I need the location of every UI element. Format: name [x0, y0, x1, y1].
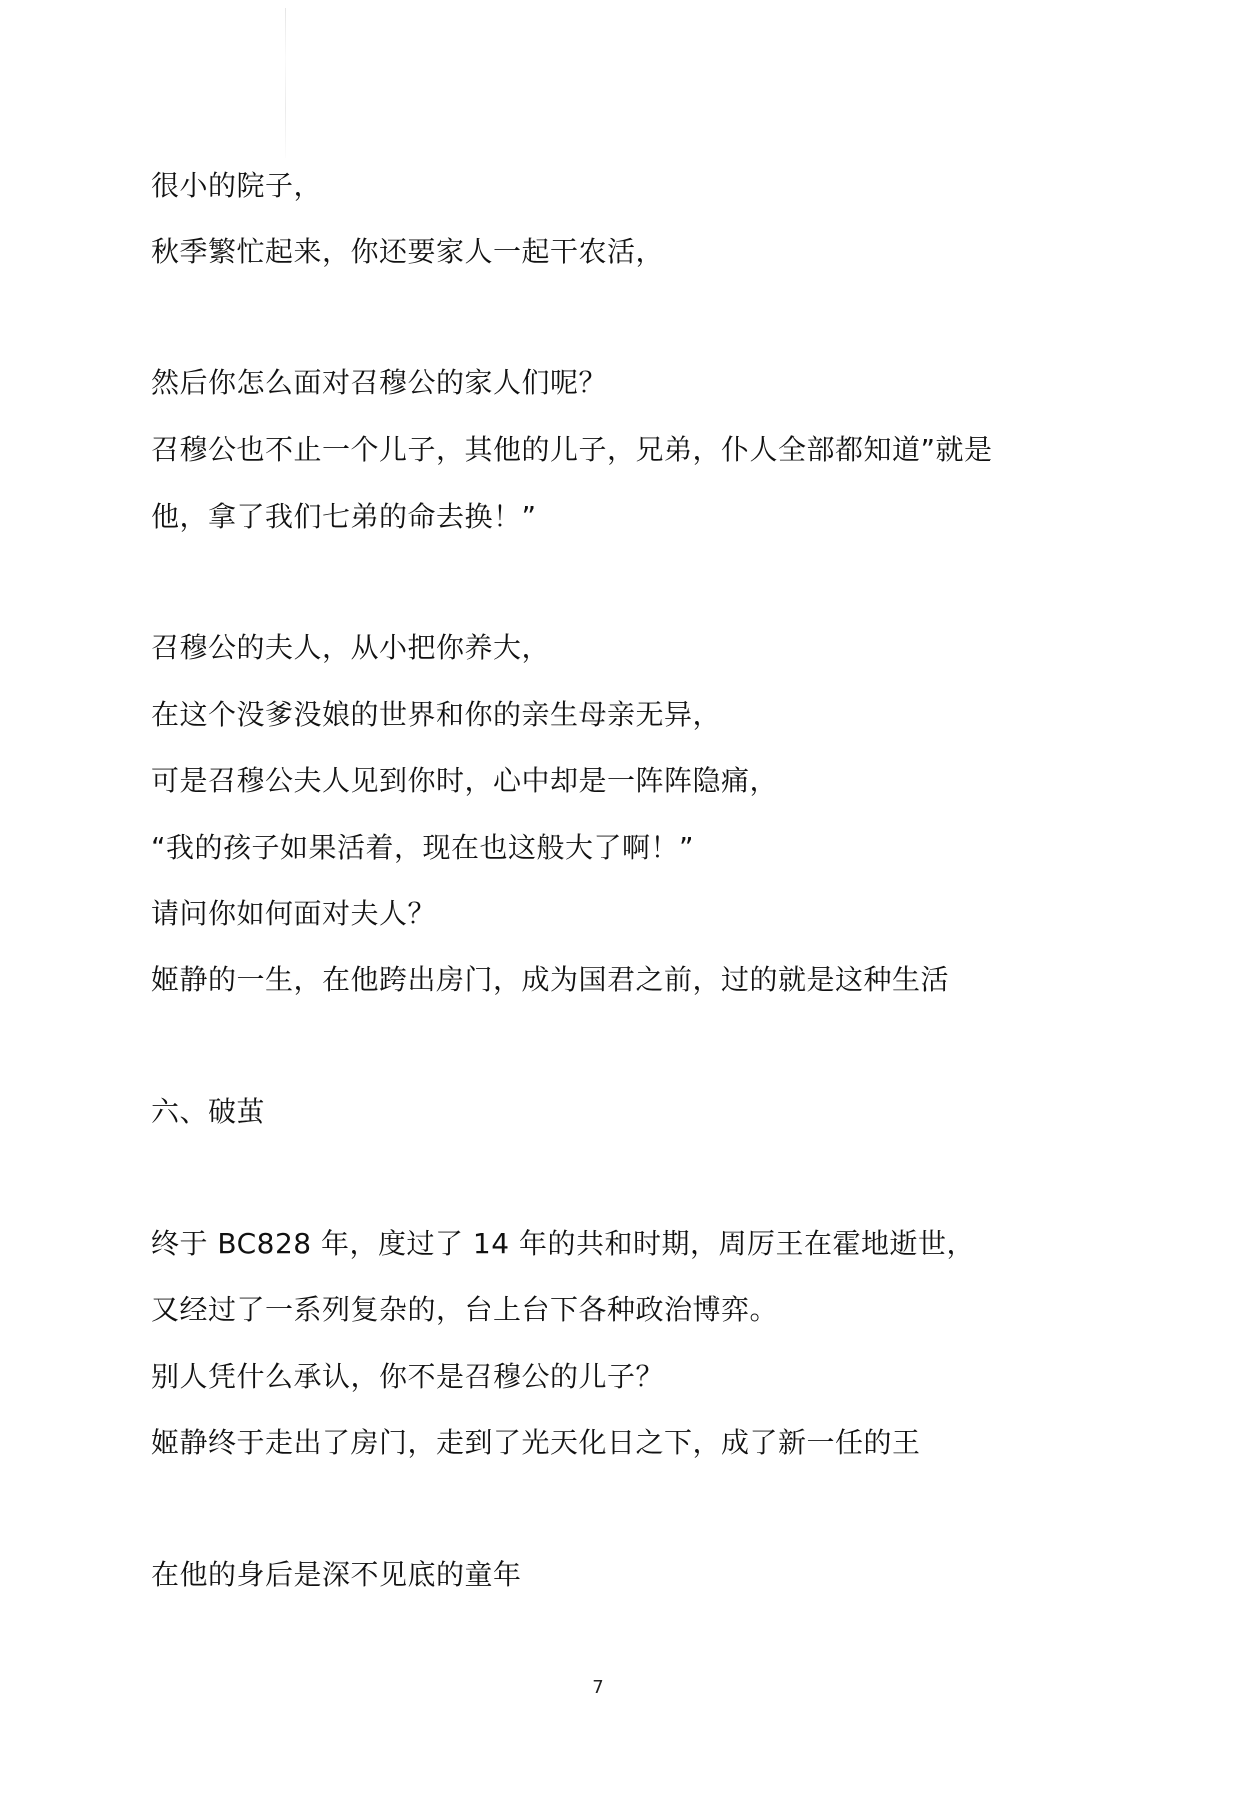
text-line-11: 姬静的一生，在他跨出房门，成为国君之前，过的就是这种生活	[151, 963, 950, 996]
text-line-7: 在这个没爹没娘的世界和你的亲生母亲无异，	[151, 698, 722, 731]
scan-mark	[285, 8, 286, 158]
text-line-10: 请问你如何面对夫人？	[151, 897, 437, 930]
text-line-13: 终于 BC828 年，度过了 14 年的共和时期，周厉王在霍地逝世，	[151, 1227, 975, 1260]
text-line-15: 别人凭什么承认，你不是召穆公的儿子？	[151, 1360, 665, 1393]
text-line-8: 可是召穆公夫人见到你时，心中却是一阵阵隐痛，	[151, 764, 779, 797]
text-line-4: 召穆公也不止一个儿子，其他的儿子，兄弟，仆人全部都知道”就是	[151, 433, 993, 466]
page-number: 7	[592, 1677, 604, 1698]
text-line-6: 召穆公的夫人，从小把你养大，	[151, 631, 551, 664]
text-line-5: 他，拿了我们七弟的命去换！”	[151, 500, 537, 533]
text-line-1: 很小的院子，	[151, 169, 323, 202]
text-line-17: 在他的身后是深不见底的童年	[151, 1558, 522, 1591]
text-line-16: 姬静终于走出了房门，走到了光天化日之下，成了新一任的王	[151, 1426, 921, 1459]
text-line-14: 又经过了一系列复杂的，台上台下各种政治博弈。	[151, 1293, 779, 1326]
text-line-3: 然后你怎么面对召穆公的家人们呢？	[151, 366, 608, 399]
text-line-2: 秋季繁忙起来，你还要家人一起干农活，	[151, 235, 665, 268]
section-heading: 六、破茧	[151, 1095, 266, 1128]
text-line-9: “我的孩子如果活着，现在也这般大了啊！”	[151, 831, 695, 864]
